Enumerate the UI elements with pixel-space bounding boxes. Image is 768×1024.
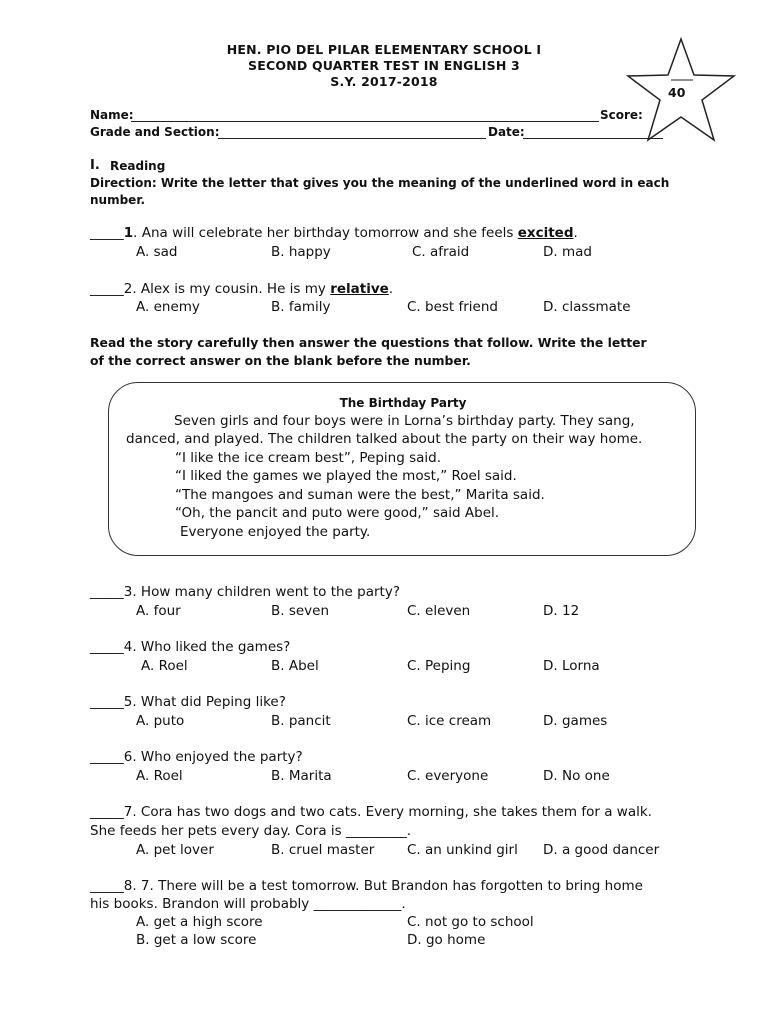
name-label: Name: (90, 108, 134, 122)
story-title: The Birthday Party (339, 396, 467, 410)
option-c: C. eleven (407, 603, 471, 619)
option-b: B. seven (271, 603, 330, 619)
option-b: B. get a low score (136, 932, 257, 948)
grade-section-blank[interactable] (218, 138, 486, 139)
option-a: A. enemy (136, 299, 200, 315)
option-a: A. Roel (141, 658, 188, 674)
option-d: D. games (543, 713, 608, 729)
option-c: C. an unkind girl (407, 842, 518, 858)
question-8-line-1: _____8. 7. There will be a test tomorrow. But Brandon has forgotten to bring home (90, 878, 643, 894)
option-d: D. go home (407, 932, 486, 948)
option-d: D. classmate (543, 299, 631, 315)
section-title: Reading (110, 159, 166, 173)
question-text: . Ana will celebrate her birthday tomorrow and she feels (133, 225, 518, 241)
question-8-line-2: his books. Brandon will probably _____________. (90, 896, 406, 912)
option-c: C. everyone (407, 768, 489, 784)
story-line: Seven girls and four boys were in Lorna’s birthday party. They sang, (174, 413, 635, 429)
score-label: Score: (600, 108, 643, 122)
option-a: A. Roel (136, 768, 183, 784)
underlined-word: relative (330, 281, 389, 297)
question-4: _____4. Who liked the games? (90, 639, 291, 655)
option-a: A. puto (136, 713, 185, 729)
instruction-line-2: of the correct answer on the blank before the number. (90, 353, 471, 368)
question-3: _____3. How many children went to the party? (90, 584, 400, 600)
date-blank[interactable] (523, 138, 663, 139)
question-6: _____6. Who enjoyed the party? (90, 749, 303, 765)
option-c: C. not go to school (407, 914, 534, 930)
question-7-line-1: _____7. Cora has two dogs and two cats. Every morning, she takes them for a walk. (90, 804, 652, 820)
option-d: D. mad (543, 244, 592, 260)
option-a: A. four (136, 603, 181, 619)
option-b: B. pancit (271, 713, 331, 729)
question-1 (90, 225, 578, 241)
story-line: “The mangoes and suman were the best,” Marita said. (175, 487, 545, 503)
option-d: D. Lorna (543, 658, 600, 674)
direction-line-1: Direction: Write the letter that gives you the meaning of the underlined word in each (90, 176, 670, 190)
option-c: C. best friend (407, 299, 498, 315)
direction-line-2: number. (90, 193, 146, 207)
question-text: _____2. Alex is my cousin. He is my (90, 281, 331, 297)
instruction-line-1: Read the story carefully then answer the questions that follow. Write the letter (90, 335, 647, 350)
school-year: S.Y. 2017-2018 (330, 74, 438, 89)
section-number: I. (90, 158, 100, 173)
option-c: C. ice cream (407, 713, 492, 729)
score-total: 40 (668, 85, 686, 100)
option-d: D. No one (543, 768, 610, 784)
option-d: D. a good dancer (543, 842, 660, 858)
date-label: Date: (488, 125, 525, 139)
question-number: 1 (123, 225, 134, 241)
option-a: A. get a high score (136, 914, 263, 930)
question-7-line-2: She feeds her pets every day. Cora is _________. (90, 823, 412, 839)
option-d: D. 12 (543, 603, 580, 619)
story-line: danced, and played. The children talked about the party on their way home. (126, 431, 643, 447)
question-5: _____5. What did Peping like? (90, 694, 286, 710)
option-b: B. happy (271, 244, 331, 260)
question-text-end: . (388, 281, 394, 297)
option-c: C. Peping (407, 658, 471, 674)
option-b: B. cruel master (271, 842, 375, 858)
option-c: C. afraid (412, 244, 470, 260)
underlined-word: excited (517, 225, 574, 241)
name-blank[interactable] (131, 121, 599, 122)
story-line: “Oh, the pancit and puto were good,” said Abel. (175, 505, 500, 521)
story-line: “I like the ice cream best”, Peping said. (175, 450, 442, 466)
question-2 (90, 281, 393, 297)
option-a: A. sad (136, 244, 178, 260)
option-b: B. Abel (271, 658, 319, 674)
school-name: HEN. PIO DEL PILAR ELEMENTARY SCHOOL I (226, 42, 542, 57)
test-title: SECOND QUARTER TEST IN ENGLISH 3 (248, 58, 520, 73)
option-a: A. pet lover (136, 842, 214, 858)
story-line: Everyone enjoyed the party. (180, 524, 371, 540)
answer-blank[interactable]: _____ (90, 225, 124, 241)
option-b: B. family (271, 299, 331, 315)
option-b: B. Marita (271, 768, 332, 784)
question-text-end: . (573, 225, 578, 241)
story-line: “I liked the games we played the most,” Roel said. (175, 468, 517, 484)
grade-section-label: Grade and Section: (90, 125, 220, 139)
